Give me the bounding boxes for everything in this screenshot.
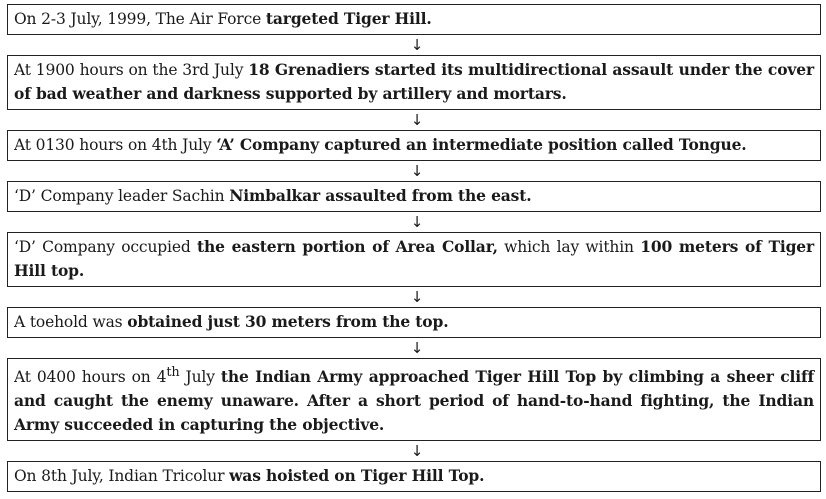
flow-step-3 [7, 130, 821, 161]
step-8-bold: was hoisted on Tiger Hill Top. [229, 466, 485, 486]
down-arrow-icon: ↓ [410, 288, 424, 306]
step-7-superscript: th [166, 365, 180, 380]
down-arrow-icon: ↓ [410, 111, 424, 129]
step-5-bold-a: the eastern portion of Area Collar, [196, 237, 498, 256]
step-4-bold: Nimbalkar assaulted from the east. [229, 186, 532, 205]
step-5-text: ‘D’ Company occupied [14, 238, 197, 256]
down-arrow-icon: ↓ [410, 213, 424, 231]
step-6-bold: obtained just 30 meters from the top. [127, 312, 449, 331]
flow-step-5 [7, 232, 821, 287]
flow-step-1 [7, 4, 821, 35]
flow-step-6 [7, 307, 821, 338]
step-3-text: At 0130 hours on 4th July [14, 136, 217, 154]
step-3-bold: ‘A’ Company captured an intermediate position called Tongue. [216, 135, 747, 154]
down-arrow-icon: ↓ [410, 162, 424, 180]
flow-step-8 [7, 461, 821, 492]
step-4-text: ‘D’ Company leader Sachin [14, 187, 230, 205]
step-2-bold: 18 Grenadiers started its multidirectional assault under the cover of bad weather and darkness supported by artillery and mortars. [14, 60, 814, 103]
step-7-text: At 0400 hours on 4 [14, 368, 167, 387]
step-7-text-b: July [179, 368, 221, 387]
down-arrow-icon: ↓ [410, 339, 424, 357]
step-1-text: On 2-3 July, 1999, The Air Force [14, 10, 266, 28]
step-2-text: At 1900 hours on the 3rd July [14, 61, 249, 79]
flow-step-7 [7, 358, 821, 441]
down-arrow-icon: ↓ [410, 442, 424, 461]
step-1-bold: targeted Tiger Hill. [265, 9, 432, 28]
flow-step-4 [7, 181, 821, 212]
step-5-bold-b: 100 meters of Tiger Hill top. [14, 237, 814, 280]
flow-chart [7, 4, 821, 492]
flow-step-2 [7, 55, 821, 110]
step-7-bold: the Indian Army approached Tiger Hill Top by climbing a sheer cliff and caught the enemy unaware. After a short period of hand-to-hand fighting, the Indian Army succeeded in capturing the objective. [14, 367, 814, 435]
step-6-text: A toehold was [14, 313, 128, 331]
step-8-text: On 8th July, Indian Tricolur [14, 467, 230, 486]
down-arrow-icon: ↓ [410, 36, 424, 54]
step-5-text-b: which lay within [497, 238, 641, 256]
